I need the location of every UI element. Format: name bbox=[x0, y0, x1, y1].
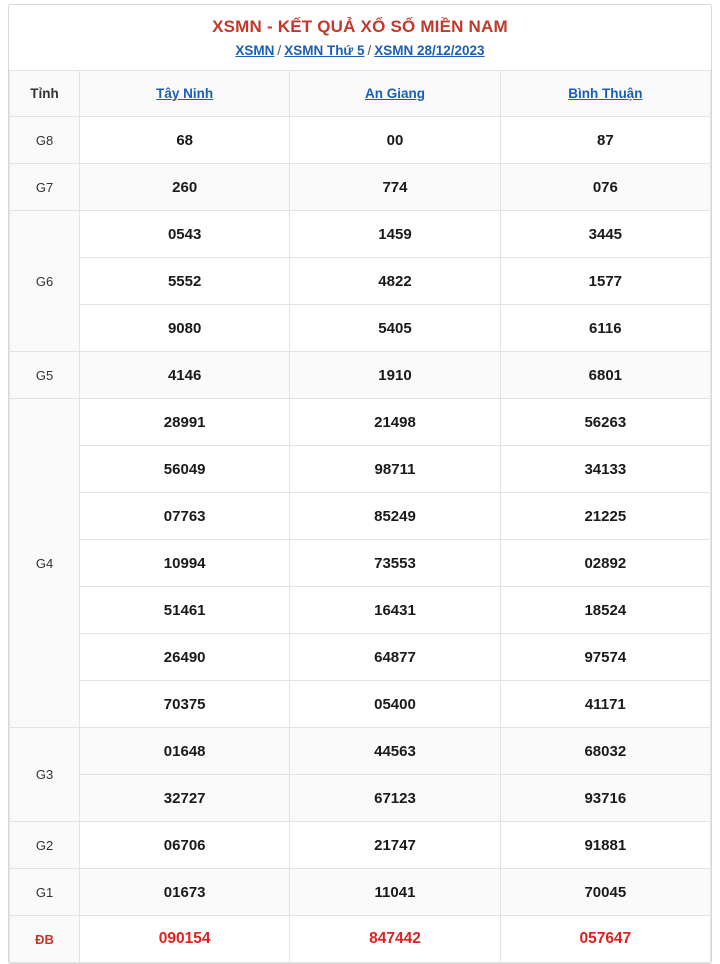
prize-value: 64877 bbox=[290, 634, 500, 681]
breadcrumb-separator-0: / bbox=[277, 43, 282, 58]
table-header-row bbox=[10, 71, 711, 117]
table-header bbox=[10, 71, 711, 117]
prize-value: 91881 bbox=[500, 822, 710, 869]
prize-value: 00 bbox=[290, 117, 500, 164]
prize-value: 93716 bbox=[500, 775, 710, 822]
prize-value: 70375 bbox=[80, 681, 290, 728]
table-row bbox=[10, 164, 711, 211]
column-header-province-label: Tỉnh bbox=[10, 71, 80, 117]
prize-value: 1910 bbox=[290, 352, 500, 399]
prize-value: 51461 bbox=[80, 587, 290, 634]
prize-value: 076 bbox=[500, 164, 710, 211]
prize-value: 98711 bbox=[290, 446, 500, 493]
prize-value: 56263 bbox=[500, 399, 710, 446]
table-row bbox=[10, 916, 711, 963]
column-header-binh-thuan bbox=[500, 71, 710, 117]
page-root bbox=[0, 4, 720, 947]
province-link-tay-ninh[interactable]: Tây Ninh bbox=[156, 86, 214, 101]
prize-label-g2: G2 bbox=[10, 822, 80, 869]
table-row bbox=[10, 634, 711, 681]
table-row bbox=[10, 822, 711, 869]
prize-value: 28991 bbox=[80, 399, 290, 446]
prize-value: 3445 bbox=[500, 211, 710, 258]
prize-value: 70045 bbox=[500, 869, 710, 916]
prize-label-g6: G6 bbox=[10, 211, 80, 352]
prize-value: 44563 bbox=[290, 728, 500, 775]
table-row bbox=[10, 493, 711, 540]
province-link-an-giang[interactable]: An Giang bbox=[364, 86, 425, 101]
table-row bbox=[10, 587, 711, 634]
prize-value: 56049 bbox=[80, 446, 290, 493]
prize-value: 05400 bbox=[290, 681, 500, 728]
table-row bbox=[10, 775, 711, 822]
table-row bbox=[10, 728, 711, 775]
province-link-binh-thuan[interactable]: Bình Thuận bbox=[568, 86, 643, 101]
prize-value: 16431 bbox=[290, 587, 500, 634]
prize-value: 21225 bbox=[500, 493, 710, 540]
table-row bbox=[10, 540, 711, 587]
prize-value: 0543 bbox=[80, 211, 290, 258]
prize-value: 5405 bbox=[290, 305, 500, 352]
prize-value: 02892 bbox=[500, 540, 710, 587]
breadcrumb bbox=[9, 43, 711, 70]
table-row bbox=[10, 305, 711, 352]
prize-value: 18524 bbox=[500, 587, 710, 634]
breadcrumb-item-2[interactable]: XSMN 28/12/2023 bbox=[374, 43, 485, 58]
prize-value: 11041 bbox=[290, 869, 500, 916]
column-header-tay-ninh bbox=[80, 71, 290, 117]
prize-value: 26490 bbox=[80, 634, 290, 681]
column-header-an-giang bbox=[290, 71, 500, 117]
table-row bbox=[10, 258, 711, 305]
table-row bbox=[10, 399, 711, 446]
prize-value: 4822 bbox=[290, 258, 500, 305]
prize-value: 774 bbox=[290, 164, 500, 211]
prize-value: 21747 bbox=[290, 822, 500, 869]
prize-value: 07763 bbox=[80, 493, 290, 540]
prize-value: 4146 bbox=[80, 352, 290, 399]
table-body bbox=[10, 117, 711, 963]
prize-value: 1459 bbox=[290, 211, 500, 258]
prize-label-g3: G3 bbox=[10, 728, 80, 822]
prize-value: 10994 bbox=[80, 540, 290, 587]
prize-value-special: 057647 bbox=[500, 916, 710, 963]
prize-value: 01673 bbox=[80, 869, 290, 916]
prize-value: 87 bbox=[500, 117, 710, 164]
prize-value: 67123 bbox=[290, 775, 500, 822]
prize-value-special: 847442 bbox=[290, 916, 500, 963]
prize-label-g4: G4 bbox=[10, 399, 80, 728]
table-row bbox=[10, 681, 711, 728]
prize-value: 21498 bbox=[290, 399, 500, 446]
lottery-results-table bbox=[9, 70, 711, 963]
prize-value: 73553 bbox=[290, 540, 500, 587]
prize-value: 06706 bbox=[80, 822, 290, 869]
prize-value: 01648 bbox=[80, 728, 290, 775]
prize-label-g5: G5 bbox=[10, 352, 80, 399]
prize-label-g1: G1 bbox=[10, 869, 80, 916]
prize-value: 32727 bbox=[80, 775, 290, 822]
prize-label-g7: G7 bbox=[10, 164, 80, 211]
prize-value: 9080 bbox=[80, 305, 290, 352]
prize-value: 1577 bbox=[500, 258, 710, 305]
table-row bbox=[10, 446, 711, 493]
prize-value: 34133 bbox=[500, 446, 710, 493]
prize-label-db: ĐB bbox=[10, 916, 80, 963]
prize-value: 5552 bbox=[80, 258, 290, 305]
prize-value: 85249 bbox=[290, 493, 500, 540]
prize-value: 260 bbox=[80, 164, 290, 211]
prize-label-g8: G8 bbox=[10, 117, 80, 164]
results-card bbox=[8, 4, 712, 964]
page-title: XSMN - KẾT QUẢ XỔ SỐ MIỀN NAM bbox=[212, 17, 508, 36]
table-row bbox=[10, 869, 711, 916]
prize-value: 68032 bbox=[500, 728, 710, 775]
breadcrumb-item-1[interactable]: XSMN Thứ 5 bbox=[284, 43, 365, 58]
prize-value: 97574 bbox=[500, 634, 710, 681]
prize-value: 68 bbox=[80, 117, 290, 164]
table-row bbox=[10, 211, 711, 258]
prize-value: 6116 bbox=[500, 305, 710, 352]
prize-value: 41171 bbox=[500, 681, 710, 728]
prize-value: 6801 bbox=[500, 352, 710, 399]
breadcrumb-item-0[interactable]: XSMN bbox=[235, 43, 275, 58]
prize-value-special: 090154 bbox=[80, 916, 290, 963]
table-row bbox=[10, 117, 711, 164]
breadcrumb-separator-1: / bbox=[367, 43, 372, 58]
table-row bbox=[10, 352, 711, 399]
